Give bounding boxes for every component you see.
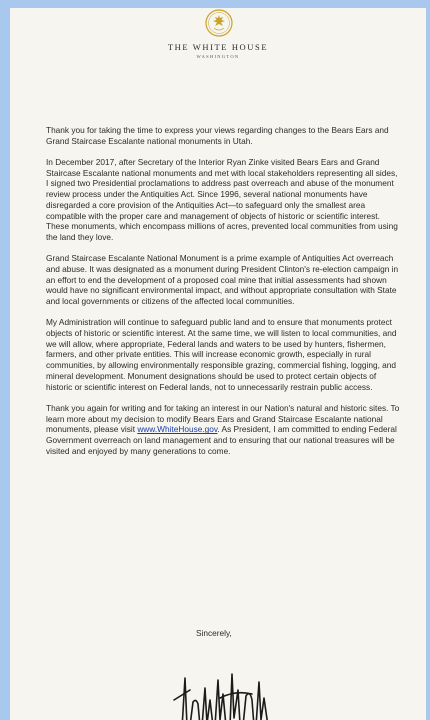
letterhead-title: THE WHITE HOUSE xyxy=(167,42,269,52)
paragraph-5 xyxy=(46,403,401,457)
paragraph-2: In December 2017, after Secretary of the Interior Ryan Zinke visited Bears Ears and Grand Staircase Escalante national monuments and met with local stakeholders representing all sides, I signed two Presidential proclamations to address past overreach and abuse of the monument review process under the Antiquities Act. Since 1996, several national monuments have disregarded a core provision of the Antiquities Act—to safeguard only the smallest area compatible with the proper care and management of objects of historic or scientific interest. These monuments, which encompass millions of acres, prevented local communities from using the land they love. xyxy=(46,157,398,242)
presidential-seal-icon xyxy=(205,9,233,37)
paragraph-5-text-start: Thank you again for writing and for taking an interest in our Nation's natural and historic sites. To learn more about my decision to modify Bears Ears and Grand Staircase Escalante national monuments, please visit xyxy=(46,402,400,435)
handwritten-signature-icon xyxy=(160,660,280,720)
closing-salutation: Sincerely, xyxy=(196,628,232,638)
window-top-band xyxy=(0,0,430,8)
paragraph-1: Thank you for taking the time to express your views regarding changes to the Bears Ears and Grand Staircase Escalante national monuments in Utah. xyxy=(46,125,389,146)
paragraph-4: My Administration will continue to safeguard public land and to ensure that monuments protect objects of historic or scientific interest. At the same time, we will listen to local communities, and we will allow, where appropriate, Federal lands and waters to be used by hunters, fishermen, farmers, and other private entities. This will increase economic growth, especially in rural communities, by allowing environmentally responsible grazing, commercial fishing, logging, and mineral development. Monument designations should be used to protect certain objects of historic or scientific interest on Federal lands, not to unnecessarily restrain public access. xyxy=(46,317,397,392)
letter-body xyxy=(46,125,401,467)
paragraph-3: Grand Staircase Escalante National Monument is a prime example of Antiquities Act overreach and abuse. It was designated as a monument during President Clinton's re-election campaign in an effort to end the development of a proposed coal mine that initial assessments had shown would have no significant environmental impact, and without appropriate consultation with State and local governments or citizens of the affected local communities. xyxy=(46,253,399,307)
whitehouse-link[interactable]: www.WhiteHouse.gov xyxy=(137,424,218,435)
paragraph-5-text-end: . As President, I am committed to ending Federal Government overreach on land management and to ensuring that our national treasures will be visited and enjoyed by many generations to come. xyxy=(46,424,397,456)
letter-page xyxy=(10,8,426,720)
letterhead-subtitle: WASHINGTON xyxy=(196,54,240,59)
